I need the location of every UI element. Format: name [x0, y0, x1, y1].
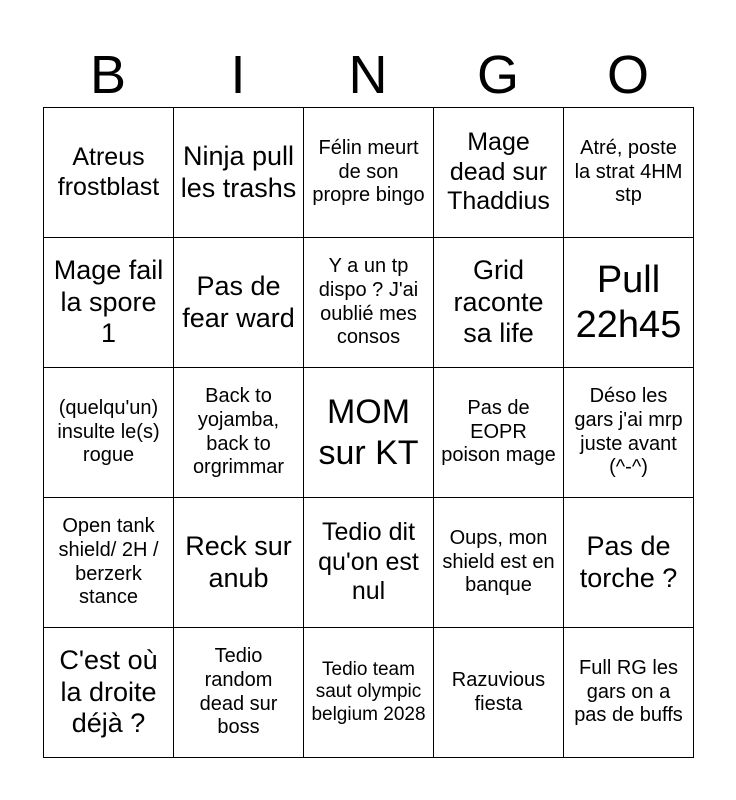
bingo-cell[interactable]: Atré, poste la strat 4HM stp [564, 108, 694, 238]
bingo-cell[interactable]: Open tank shield/ 2H / berzerk stance [44, 498, 174, 628]
bingo-cell[interactable]: Atreus frostblast [44, 108, 174, 238]
bingo-grid [43, 107, 694, 758]
bingo-cell[interactable]: Pas de EOPR poison mage [434, 368, 564, 498]
bingo-cell[interactable]: Tedio team saut olympic belgium 2028 [304, 628, 434, 758]
bingo-cell[interactable]: Grid raconte sa life [434, 238, 564, 368]
bingo-cell[interactable]: (quelqu'un) insulte le(s) rogue [44, 368, 174, 498]
header-letter-b: B [89, 45, 127, 105]
grid-row [44, 368, 694, 498]
header-letter-i: I [230, 45, 246, 105]
header-letter-o: O [606, 45, 649, 105]
bingo-cell[interactable]: Mage dead sur Thaddius [434, 108, 564, 238]
grid-row [44, 238, 694, 368]
bingo-cell[interactable]: Félin meurt de son propre bingo [304, 108, 434, 238]
bingo-cell[interactable]: Oups, mon shield est en banque [434, 498, 564, 628]
bingo-cell[interactable]: Full RG les gars on a pas de buffs [564, 628, 694, 758]
bingo-cell-center[interactable]: MOM sur KT [304, 368, 434, 498]
bingo-cell[interactable]: Reck sur anub [174, 498, 304, 628]
bingo-cell[interactable]: C'est où la droite déjà ? [44, 628, 174, 758]
bingo-cell[interactable]: Y a un tp dispo ? J'ai oublié mes consos [304, 238, 434, 368]
grid-row [44, 108, 694, 238]
bingo-header [43, 44, 693, 106]
header-letter-n: N [348, 45, 388, 105]
bingo-cell[interactable]: Pas de torche ? [564, 498, 694, 628]
bingo-cell[interactable]: Tedio dit qu'on est nul [304, 498, 434, 628]
bingo-cell[interactable]: Razuvious fiesta [434, 628, 564, 758]
bingo-cell[interactable]: Back to yojamba, back to orgrimmar [174, 368, 304, 498]
bingo-cell[interactable]: Pas de fear ward [174, 238, 304, 368]
grid-row [44, 628, 694, 758]
bingo-cell[interactable]: Déso les gars j'ai mrp juste avant (^-^) [564, 368, 694, 498]
bingo-cell[interactable]: Mage fail la spore 1 [44, 238, 174, 368]
bingo-cell[interactable]: Ninja pull les trashs [174, 108, 304, 238]
header-letter-g: G [476, 45, 519, 105]
bingo-cell[interactable]: Tedio random dead sur boss [174, 628, 304, 758]
grid-row [44, 498, 694, 628]
bingo-cell[interactable]: Pull 22h45 [564, 238, 694, 368]
